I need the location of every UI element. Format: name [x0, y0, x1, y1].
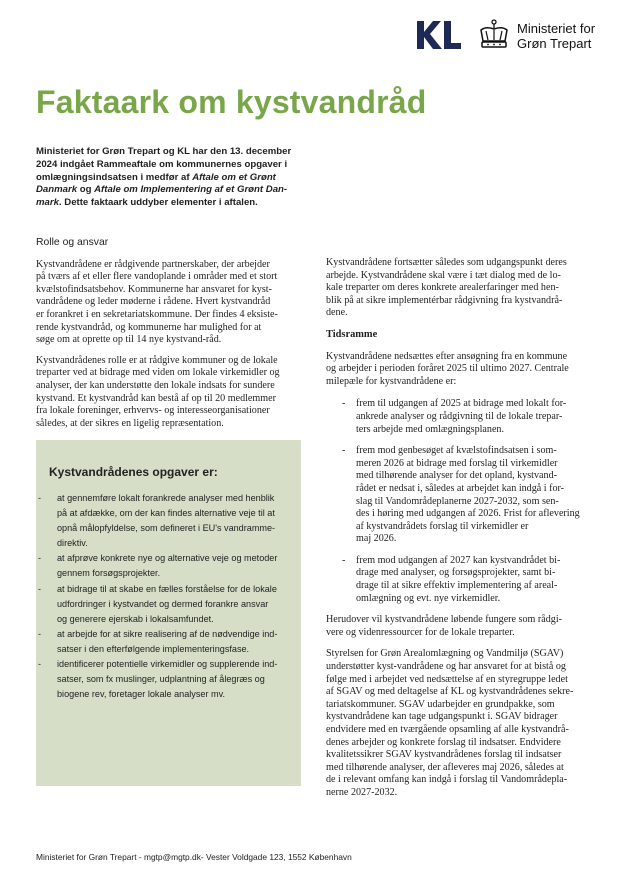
text-line: kystvand. Et kystvandråd kan bestå af op til 20 medlemmer [36, 392, 276, 404]
text-line: endvidere med en tværgående opsamling af alle kystvandrå- [326, 724, 569, 735]
text-line: des i høring med udgangen af 2026. Frist for aflevering [356, 508, 580, 520]
text-line: treparter ved at bidrage med viden om lokale virkemidler og [36, 367, 280, 379]
text-line: frem til udgangen af 2025 at bidrage med lokalt for- [356, 398, 567, 410]
text-line: denes arbejder og konkrete forslag til indsatser. Endvidere [326, 736, 561, 748]
intro-line: Danmark og Aftale om Implementering af et Grønt Dan- [36, 184, 288, 196]
text-line: således, at der sikres en ligelig repræsentation. [36, 417, 224, 429]
dash-bullet: - [38, 659, 42, 670]
list-item [36, 551, 301, 581]
crown-icon [477, 19, 511, 51]
text-line: milepæle for kystvandrådene er: [326, 375, 457, 387]
list-item [36, 582, 301, 627]
page-title: Faktaark om kystvandråd [36, 84, 427, 120]
text-line: analyser, der kan understøtte den lokale indsats for sundere [36, 379, 275, 391]
text-line: kale treparter om deres konkrete arealerfaringer med hen- [326, 282, 559, 294]
kl-logo [417, 20, 461, 50]
text-line: vandrådene og leder møderne i rådene. Hvert kystvandråd [36, 296, 271, 308]
text-line: på at afdække, om der kan findes alternative veje til at [57, 508, 275, 519]
text-line: meren 2026 at bidrage med forslag til virkemidler [356, 457, 558, 469]
text-line: dene. [326, 307, 348, 319]
text-line: med tilhørende analyser, der afleveres maj 2026, således at [326, 761, 564, 773]
text-line: gennem forsøgsprojekter. [57, 568, 161, 579]
text-line: satser i den efterfølgende implementeringsfase. [57, 643, 250, 654]
text-line: rende kystvandråd, og kommunerne har mulighed for at [36, 321, 262, 333]
ministry-line1: Ministeriet for [517, 21, 596, 36]
text-line: og generere ejerskab i lokalsamfundet. [57, 613, 214, 624]
left-paragraph-2 [36, 355, 301, 431]
intro-line: omlægningsindsatsen i medfør af Aftale om et Grønt [36, 171, 276, 183]
dash-bullet: - [38, 583, 42, 594]
text-line: understøtter kyst-vandrådene og har ansvaret for at bistå og [326, 661, 566, 673]
text-line: slag til Vandområdeplanerne 2027-2032, som sen- [356, 495, 559, 507]
text-line: frem mod genbesøget af kvælstofindsatsen i som- [356, 445, 557, 457]
right-paragraph-1 [326, 257, 591, 320]
text-line: ters arbejde med omlægningsplanen. [356, 423, 505, 435]
text-line: drage til at sikre effektiv implementering af areal- [356, 580, 558, 592]
text-line: blik på at sikre implementérbar rådgivning fra kystvandrå- [326, 294, 563, 306]
dash-bullet: - [342, 554, 346, 566]
text-line: opnå målopfyldelse, som defineret i EU's vandramme- [57, 523, 276, 534]
ministry-line2: Grøn Trepart [517, 36, 592, 51]
text-line: følge med i arbejdet ved nedsættelse af en styregruppe ledet [326, 673, 568, 685]
text-line: Kystvandrådene fortsætter således som udgangspunkt deres [326, 257, 567, 268]
text-line: kystvandrådene kan tage udgangspunkt i. SGAV bidrager [326, 711, 558, 723]
text-line: direktiv. [57, 538, 88, 549]
milestone-list [326, 398, 591, 605]
text-line: Kystvandrådene nedsættes efter ansøgning fra en kommune [326, 350, 568, 362]
list-item [326, 445, 591, 546]
text-line: nerne 2027-2032. [326, 786, 398, 798]
text-line: ankrede analyser og rådgivning til de lokale trepar- [356, 410, 563, 422]
text-line: drage med analyser, og forsøgsprojekter, samt bi- [356, 567, 556, 579]
dash-bullet: - [342, 445, 346, 457]
text-line: og arbejder i perioden foråret 2025 til ultimo 2027. Centrale [326, 363, 569, 375]
text-line: søge om at oprette op til 14 nye kystvand-råd. [36, 334, 222, 346]
list-item [36, 627, 301, 657]
text-line: af SGAV og med deltagelse af KL og kystvandrådenes sekre- [326, 686, 574, 698]
list-item [36, 657, 301, 702]
text-line: at bidrage til at skabe en fælles forståelse for de lokale [57, 583, 277, 594]
tasks-list [36, 491, 301, 702]
intro-paragraph [36, 146, 298, 210]
left-column [36, 237, 301, 438]
text-line: er forankret i en sekretariatskommune. Der findes 4 eksiste- [36, 308, 278, 320]
text-line: omlægning og evt. nye virkemidler. [356, 592, 501, 604]
tasks-box-title: Kystvandrådenes opgaver er: [49, 465, 218, 479]
text-line: kvalitetssikrer SGAV kystvandrådenes forslag til indsatser [326, 749, 562, 761]
text-line: af kystvandrådets forslag til virkemidler er [356, 520, 529, 532]
left-paragraph-1 [36, 259, 301, 347]
right-paragraph-4 [326, 648, 591, 799]
intro-line: 2024 indgået Rammeaftale om kommunernes opgaver i [36, 158, 288, 170]
dash-bullet: - [38, 493, 42, 503]
intro-line: mark. Dette faktaark uddyber elementer i aftalen. [36, 197, 258, 209]
dash-bullet: - [38, 553, 42, 564]
text-line: tariatskommuner. SGAV udarbejder en grundpakke, som [326, 698, 555, 710]
text-line: rådet er nedsat i, således at arbejdet kan indgå i for- [356, 482, 565, 494]
text-line: udfordringer i kystvandet og dermed forankre ansvar [57, 598, 269, 609]
right-paragraph-3 [326, 614, 591, 639]
text-line: at afprøve konkrete nye og alternative veje og metoder [57, 553, 278, 564]
text-line: Herudover vil kystvandrådene løbende fungere som rådgi- [326, 614, 563, 626]
text-line: biogene rev, foretager lokale analyser mv. [57, 689, 225, 700]
text-line: med tilhørende analyser for det opland, kystvand- [356, 470, 557, 482]
list-item [36, 491, 301, 551]
ministry-name [517, 21, 595, 51]
section-heading-rolle: Rolle og ansvar [36, 237, 109, 248]
right-paragraph-2 [326, 351, 591, 389]
text-line: satser, som fx muslinger, udplantning af ålegræs og [57, 674, 265, 685]
dash-bullet: - [342, 398, 346, 410]
text-line: fra lokale foreninger, erhvervs- og interesseorganisationer [36, 405, 270, 417]
dash-bullet: - [38, 628, 42, 639]
text-line: at arbejde for at sikre realisering af de nødvendige ind- [57, 628, 278, 639]
page-footer: Ministeriet for Grøn Trepart - mgtp@mgtp.dk- Vester Voldgade 123, 1552 København [36, 852, 352, 862]
text-line: at gennemføre lokalt forankrede analyser med henblik [57, 493, 275, 503]
list-item [326, 555, 591, 605]
text-line: arbejde. Kystvandrådene skal være i tæt dialog med de lo- [326, 269, 561, 281]
section-heading-tidsramme: Tidsramme [326, 328, 378, 340]
right-column [326, 257, 591, 808]
text-line: Kystvandrådene er rådgivende partnerskaber, der arbejder [36, 258, 270, 270]
text-line: kvælstofindsatsbehov. Kommunerne har ansvaret for kyst- [36, 283, 272, 295]
text-line: på tværs af et eller flere vandoplande i områder med et stort [36, 271, 278, 283]
text-line: frem mod udgangen af 2027 kan kystvandrådet bi- [356, 554, 561, 566]
text-line: maj 2026. [356, 533, 397, 545]
text-line: identificerer potentielle virkemidler og supplerende ind- [57, 659, 278, 670]
text-line: Kystvandrådenes rolle er at rådgive kommuner og de lokale [36, 354, 278, 366]
intro-line: Ministeriet for Grøn Trepart og KL har den 13. december [36, 146, 292, 157]
text-line: vere og videnressourcer for de lokale treparter. [326, 626, 515, 638]
text-line: de i relevant omfang kan indgå i forslag til Vandområdepla- [326, 774, 568, 786]
text-line: Styrelsen for Grøn Arealomlægning og Vandmiljø (SGAV) [326, 648, 564, 660]
list-item [326, 398, 591, 436]
